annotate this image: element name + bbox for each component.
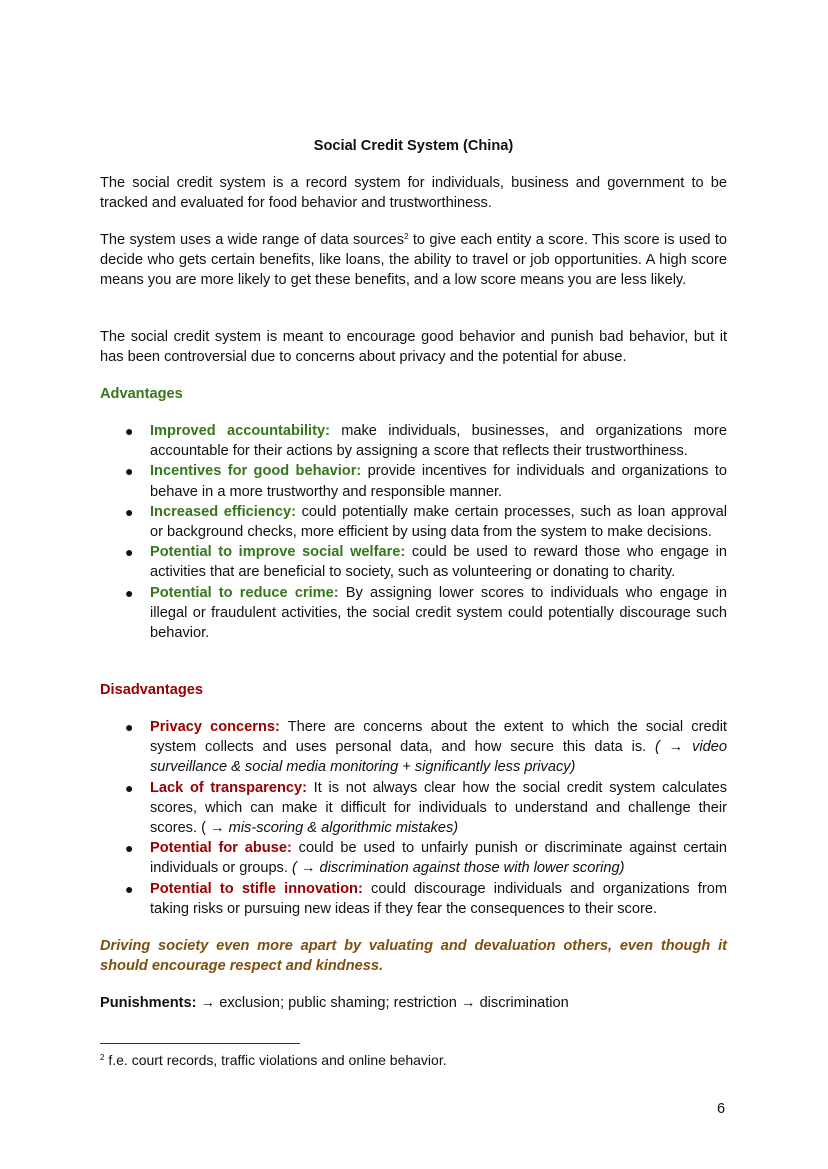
- item-note: mis-scoring & algorithmic mistakes): [228, 820, 459, 837]
- disadvantages-list: [100, 717, 727, 919]
- bullet-icon: ●: [125, 463, 134, 480]
- item-text: There are concerns about the extent to which the social credit system collects and uses personal data, and how secure this data is.: [150, 719, 727, 756]
- list-item: [100, 778, 727, 839]
- bullet-icon: ●: [125, 779, 134, 796]
- bullet-icon: ●: [125, 544, 134, 561]
- list-item: [100, 879, 727, 919]
- item-label: Potential to improve social welfare:: [150, 544, 406, 561]
- item-text: make individuals, businesses, and organizations more accountable for their actions by assigning a score that reflects their trustworthiness.: [150, 423, 727, 460]
- list-item: [100, 461, 727, 501]
- advantages-heading: Advantages: [100, 386, 183, 402]
- data-sources-paragraph: [100, 230, 727, 291]
- bullet-icon: ●: [125, 719, 134, 735]
- footnote-number: 2: [100, 1053, 105, 1062]
- list-item: [100, 838, 727, 878]
- controversy-paragraph: The social credit system is meant to encourage good behavior and punish bad behavior, but it has been controversial due to concerns about privacy and the potential for abuse.: [100, 329, 727, 366]
- footnote-divider: [100, 1043, 300, 1044]
- footnote-reference[interactable]: 2: [404, 232, 409, 241]
- list-item: [100, 502, 727, 542]
- item-note: ( → discrimination against those with lower scoring): [291, 860, 625, 877]
- item-text: could be used to unfairly punish or discriminate against certain individuals or groups.: [150, 840, 727, 877]
- item-text: could be used to reward those who engage in activities that are beneficial to society, such as volunteering or donating to charity.: [150, 544, 727, 581]
- footnote-text: f.e. court records, traffic violations and online behavior.: [104, 1052, 447, 1068]
- item-text: could discourage individuals and organizations from taking risks or pursuing new ideas if they fear the consequences to their score.: [150, 880, 727, 917]
- conclusion-statement: Driving society even more apart by valuating and devaluation others, even though it should encourage respect and kindness.: [100, 938, 727, 975]
- item-text: By assigning lower scores to individuals who engage in illegal or fraudulent activities, the social credit system could potentially discourage such behavior.: [150, 584, 727, 642]
- bullet-icon: ●: [125, 840, 134, 857]
- punishments-label: Punishments:: [100, 995, 197, 1011]
- item-label: Increased efficiency:: [150, 503, 296, 520]
- item-text: It is not always clear how the social credit system calculates scores, which can make it difficult for individuals to understand and challenge their scores. ( →: [150, 779, 728, 837]
- list-item: [100, 717, 727, 778]
- item-label: Improved accountability:: [150, 423, 330, 439]
- disadvantages-heading: Disadvantages: [100, 682, 204, 698]
- bullet-icon: ●: [125, 423, 134, 439]
- intro-paragraph: The social credit system is a record system for individuals, business and government to be tracked and evaluated for food behavior and trustworthiness.: [100, 175, 727, 212]
- item-label: Incentives for good behavior:: [150, 463, 362, 480]
- bullet-icon: ●: [125, 880, 134, 897]
- item-label: Potential for abuse:: [150, 840, 292, 857]
- bullet-icon: ●: [125, 503, 134, 520]
- page-title: Social Credit System (China): [313, 138, 514, 154]
- item-text: provide incentives for individuals and organizations to behave in a more trustworthy and responsible manner.: [150, 463, 727, 500]
- item-label: Potential to reduce crime:: [150, 584, 339, 601]
- item-text: could potentially make certain processes, such as loan approval or background checks, more efficient by using data from the system to make decisions.: [150, 503, 727, 541]
- footnote: [100, 1050, 447, 1070]
- paragraph-text: to give each entity a score. This score is used to decide who gets certain benefits, like loans, the ability to travel or job opportunities. A high score means you are more likely to get these benefits, and a low score means you are less likely.: [100, 232, 727, 289]
- punishments-text: → exclusion; public shaming; restriction → discrimination: [196, 995, 569, 1011]
- paragraph-text: The system uses a wide range of data sources: [100, 232, 405, 248]
- list-item: [100, 542, 727, 582]
- item-note: ( → video surveillance & social media monitoring + significantly less privacy): [150, 739, 727, 776]
- punishments-line: [100, 993, 727, 1013]
- item-label: Potential to stifle innovation:: [150, 880, 363, 897]
- page-number: 6: [717, 1101, 726, 1117]
- list-item: [100, 421, 727, 461]
- list-item: [100, 583, 727, 644]
- item-label: Lack of transparency:: [150, 779, 307, 796]
- item-label: Privacy concerns:: [150, 719, 280, 735]
- bullet-icon: ●: [125, 584, 134, 601]
- advantages-list: [100, 421, 727, 643]
